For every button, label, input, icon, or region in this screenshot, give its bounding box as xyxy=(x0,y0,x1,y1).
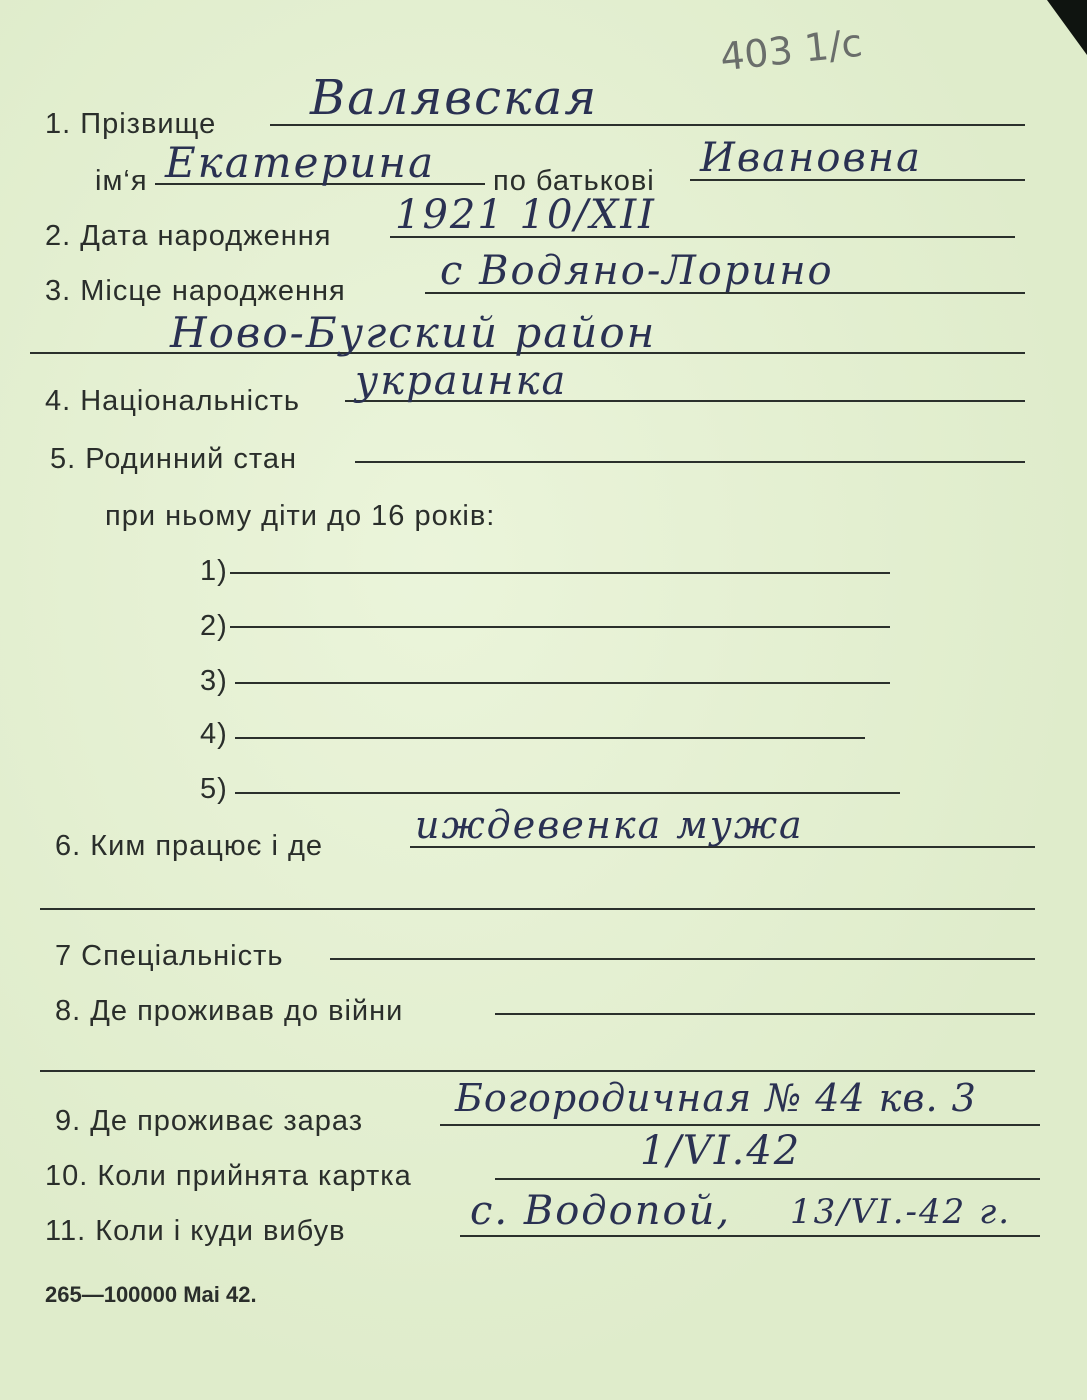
line-departure xyxy=(460,1235,1040,1237)
value-card-accepted: 1/VI.42 xyxy=(640,1128,802,1174)
label-birth-date: 2. Дата народження xyxy=(45,220,332,252)
value-surname: Валявская xyxy=(310,70,599,126)
line-current-residence xyxy=(440,1124,1040,1126)
line-card-accepted xyxy=(495,1178,1040,1180)
line-child-3 xyxy=(235,682,890,684)
label-children: при ньому діти до 16 років: xyxy=(105,500,496,532)
value-occupation: иждевенка мужа xyxy=(415,803,804,847)
card-corner xyxy=(1047,0,1087,55)
label-name: ім‘я xyxy=(95,165,148,197)
label-child-3: 3) xyxy=(200,665,228,697)
label-surname: 1. Прізвище xyxy=(45,108,217,140)
line-child-1 xyxy=(230,572,890,574)
line-marital-status xyxy=(355,461,1025,463)
label-card-accepted: 10. Коли прийнята картка xyxy=(45,1160,412,1192)
line-prewar-residence-2 xyxy=(40,1070,1035,1072)
label-nationality: 4. Національність xyxy=(45,385,301,417)
label-patronymic: по батькові xyxy=(493,165,655,197)
label-specialty: 7 Спеціальність xyxy=(55,940,284,972)
value-birth-place-1: с Водяно-Лорино xyxy=(440,248,834,294)
print-code: 265—100000 Mai 42. xyxy=(45,1282,257,1307)
value-birth-place-2: Ново-Бугский район xyxy=(170,308,657,357)
label-occupation: 6. Ким працює і де xyxy=(55,830,324,862)
line-prewar-residence xyxy=(495,1013,1035,1015)
label-marital-status: 5. Родинний стан xyxy=(50,443,298,475)
label-child-2: 2) xyxy=(200,610,228,642)
value-departure-date: 13/VI.-42 г. xyxy=(790,1192,1012,1232)
archive-mark: 403 1/с xyxy=(718,20,865,80)
label-prewar-residence: 8. Де проживав до війни xyxy=(55,995,404,1027)
line-child-2 xyxy=(230,626,890,628)
label-birth-place: 3. Місце народження xyxy=(45,275,346,307)
line-occupation-2 xyxy=(40,908,1035,910)
value-patronymic: Ивановна xyxy=(700,135,922,181)
label-departure: 11. Коли і куди вибув xyxy=(45,1215,346,1247)
label-child-5: 5) xyxy=(200,773,228,805)
label-current-residence: 9. Де проживає зараз xyxy=(55,1105,364,1137)
line-child-4 xyxy=(235,737,865,739)
value-current-residence: Богородичная № 44 кв. 3 xyxy=(455,1076,977,1120)
value-departure-place: с. Водопой, xyxy=(470,1188,732,1234)
label-child-1: 1) xyxy=(200,555,228,587)
value-birth-date: 1921 10/XII xyxy=(395,192,656,238)
label-child-4: 4) xyxy=(200,718,228,750)
value-name: Екатерина xyxy=(165,138,436,187)
line-specialty xyxy=(330,958,1035,960)
line-child-5 xyxy=(235,792,900,794)
value-nationality: украинка xyxy=(355,358,568,404)
